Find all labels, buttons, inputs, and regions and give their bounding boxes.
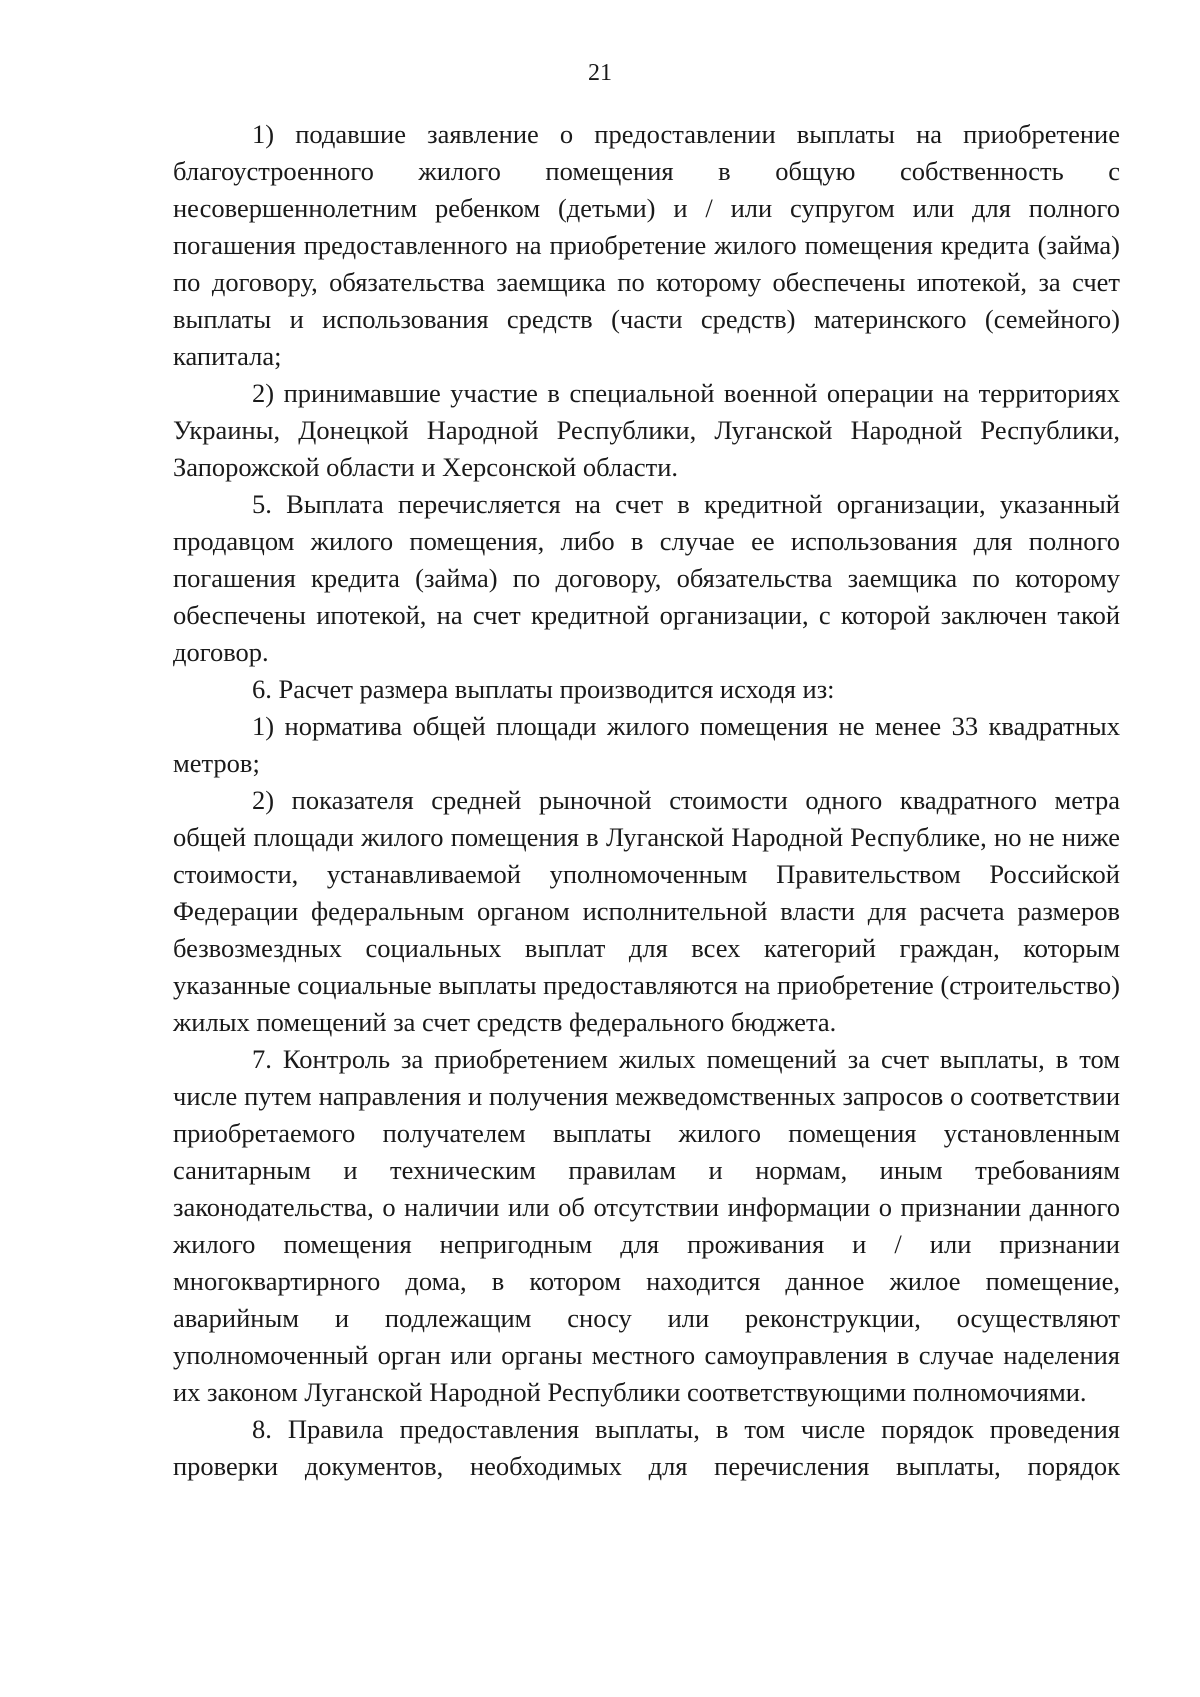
paragraph-item-6-clause-1: 1) норматива общей площади жилого помещения не менее 33 квадратных метров;	[173, 711, 1120, 778]
paragraph-item-7: 7. Контроль за приобретением жилых помещений за счет выплаты, в том числе путем направления и получения межведомственных запросов о соответствии приобретаемого получателем выплаты жилого помещения установленным санитарным и техническим правилам и нормам, иным требованиям законодательства, о наличии или об отсутствии информации о признании данного жилого помещения непригодным для проживания и / или признании многоквартирного дома, в котором находится данное жилое помещение, аварийным и подлежащим сносу или реконструкции, осуществляют уполномоченный орган или органы местного самоуправления в случае наделения их законом Луганской Народной Республики соответствующими полномочиями.	[173, 1044, 1120, 1407]
paragraph-item-6: 6. Расчет размера выплаты производится исходя из:	[252, 674, 835, 704]
paragraph-item-6-clause-2: 2) показателя средней рыночной стоимости одного квадратного метра общей площади жилого помещения в Луганской Народной Республике, но не ниже стоимости, устанавливаемой уполномоченным Правительством Российской Федерации федеральным органом исполнительной власти для расчета размеров безвозмездных социальных выплат для всех категорий граждан, которым указанные социальные выплаты предоставляются на приобретение (строительство) жилых помещений за счет средств федерального бюджета.	[173, 785, 1120, 1037]
paragraph-item-5: 5. Выплата перечисляется на счет в кредитной организации, указанный продавцом жилого помещения, либо в случае ее использования для полного погашения кредита (займа) по договору, обязательства заемщика по которому обеспечены ипотекой, на счет кредитной организации, с которой заключен такой договор.	[173, 489, 1120, 667]
page-number: 21	[588, 60, 612, 86]
document-body	[173, 116, 1120, 1485]
paragraph-item-8: 8. Правила предоставления выплаты, в том числе порядок проведения проверки документов, необходимых для перечисления выплаты, порядок	[173, 1414, 1120, 1481]
paragraph-clause-1: 1) подавшие заявление о предоставлении выплаты на приобретение благоустроенного жилого помещения в общую собственность с несовершеннолетним ребенком (детьми) и / или супругом или для полного погашения предоставленного на приобретение жилого помещения кредита (займа) по договору, обязательства заемщика по которому обеспечены ипотекой, за счет выплаты и использования средств (части средств) материнского (семейного) капитала;	[173, 119, 1120, 371]
paragraph-clause-2: 2) принимавшие участие в специальной военной операции на территориях Украины, Донецкой Народной Республики, Луганской Народной Республики, Запорожской области и Херсонской области.	[173, 378, 1120, 482]
